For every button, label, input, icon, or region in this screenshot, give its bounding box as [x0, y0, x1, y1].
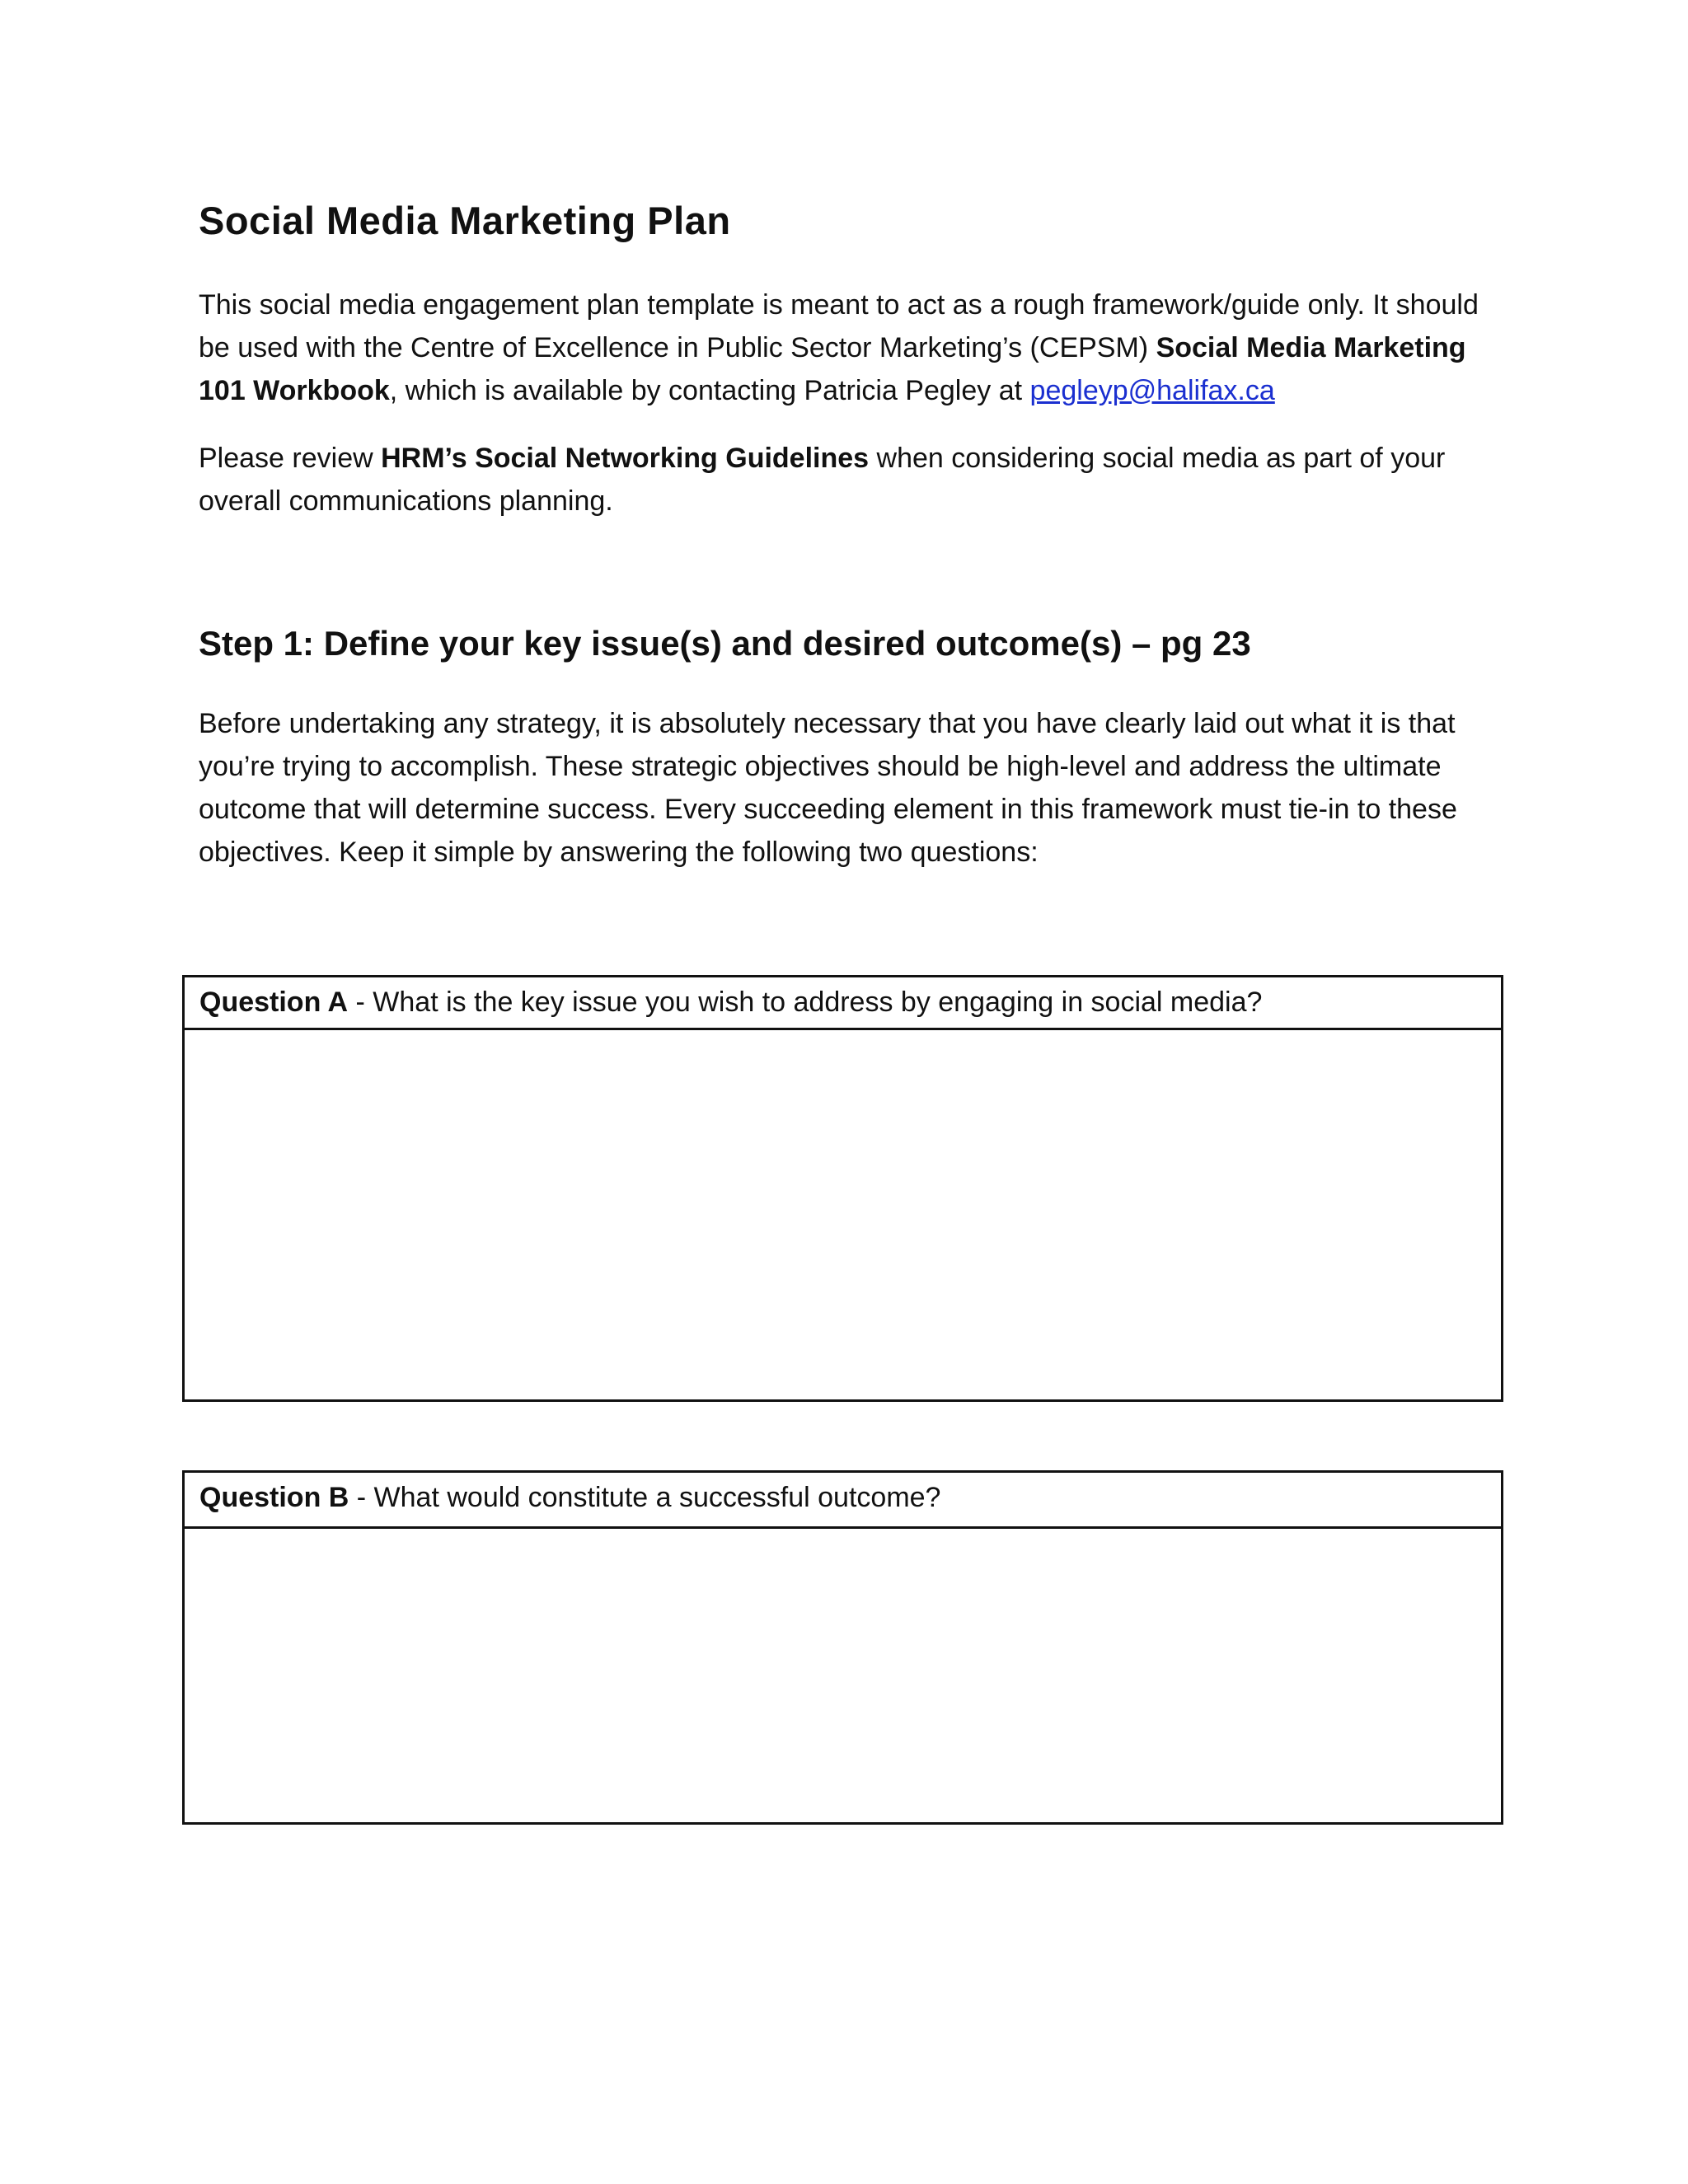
intro-text-2: , which is available by contacting Patricia Pegley at — [389, 375, 1030, 406]
email-link[interactable]: pegleyp@halifax.ca — [1029, 375, 1275, 406]
document-title: Social Media Marketing Plan — [199, 199, 731, 242]
question-a-label: Question A — [199, 987, 349, 1018]
step1-body: Before undertaking any strategy, it is absolutely necessary that you have clearly laid out what it is that you’re trying to accomplish. These strategic objectives should be high-level and address the ultimate outcome that will determine success. Every succeeding element in this framework must tie-in to these objectives. Keep it simple by answering the following two questions: — [199, 708, 1457, 868]
question-b-text: - What would constitute a successful outcome? — [349, 1482, 941, 1513]
review-paragraph — [199, 437, 1484, 523]
guidelines-name: HRM’s Social Networking Guidelines — [381, 443, 870, 474]
question-a-text: - What is the key issue you wish to address by engaging in social media? — [348, 987, 1263, 1018]
question-a-header — [185, 977, 1501, 1030]
review-text-1: Please review — [199, 443, 382, 474]
intro-paragraph — [199, 284, 1484, 412]
step1-heading: Step 1: Define your key issue(s) and desired outcome(s) – pg 23 — [199, 624, 1251, 663]
question-a-box — [182, 975, 1503, 1402]
workbook-name: Social Media Marketing 101 Workbook — [199, 332, 1466, 406]
question-b-header — [185, 1473, 1501, 1529]
intro-text-1: This social media engagement plan template is meant to act as a rough framework/guide only. It should be used with the Centre of Excellence in Public Sector Marketing’s (CEPSM) — [199, 289, 1479, 363]
question-b-label: Question B — [199, 1482, 349, 1513]
question-b-box — [182, 1470, 1503, 1825]
review-text-2: when considering social media as part of your overall communications planning. — [199, 443, 1446, 517]
